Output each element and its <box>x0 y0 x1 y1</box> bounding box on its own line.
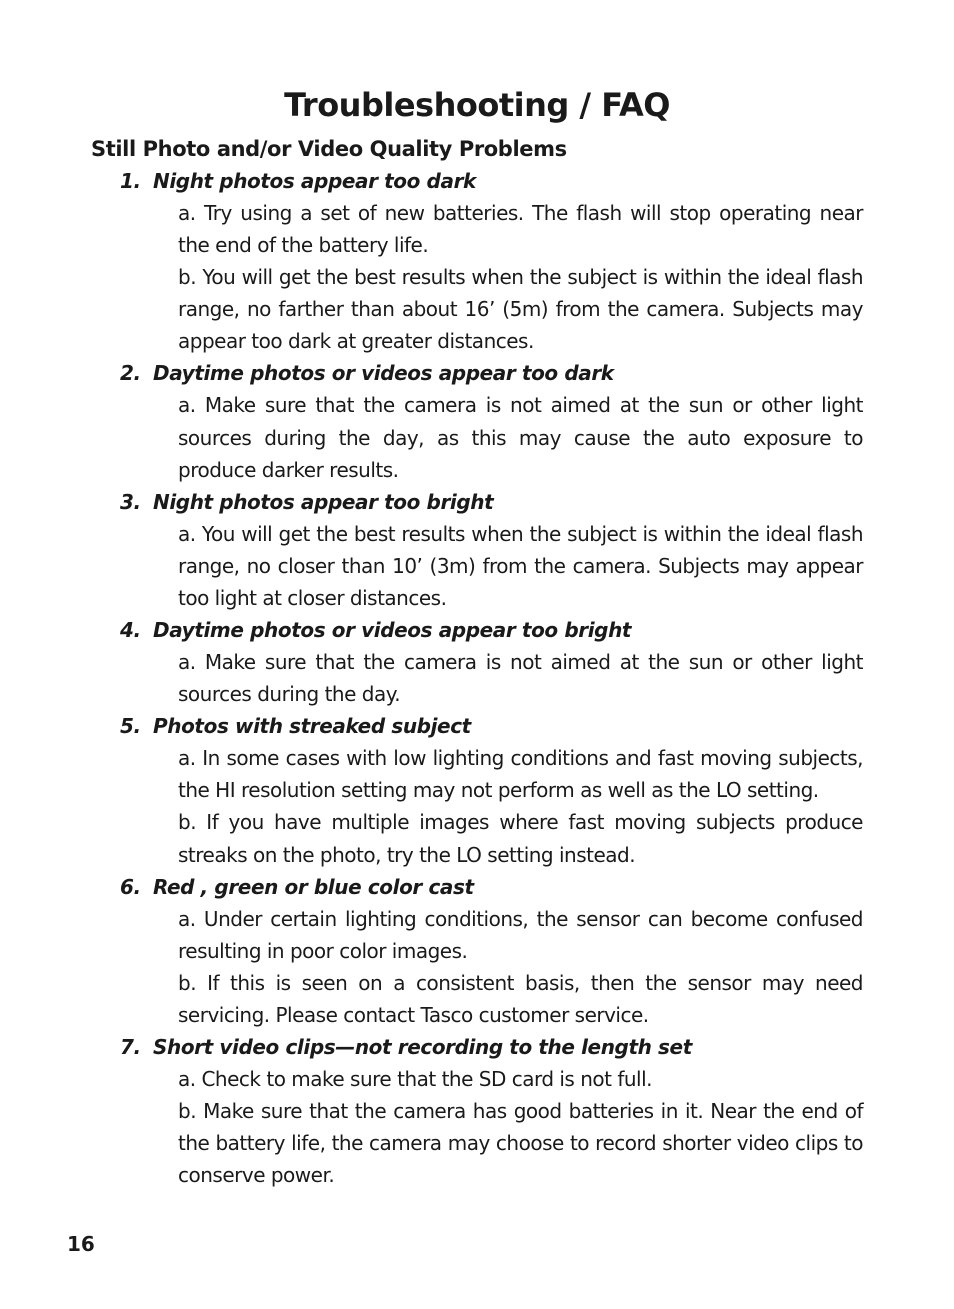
faq-question <box>0 1031 954 1063</box>
faq-item <box>0 614 954 710</box>
faq-question <box>0 165 954 197</box>
faq-answer: a. Make sure that the camera is not aimed at the sun or other light sources during the day, as this may cause the auto exposure to produce darker results. <box>178 393 863 482</box>
faq-item <box>0 357 954 485</box>
faq-list <box>0 165 954 1191</box>
question-text: Night photos appear too dark <box>153 169 476 193</box>
page-title: Troubleshooting / FAQ <box>284 86 670 124</box>
faq-answer: a. Under certain lighting conditions, the sensor can become confused resulting in poor color images. <box>178 906 863 963</box>
question-text: Photos with streaked subject <box>153 714 471 739</box>
faq-item <box>0 710 954 870</box>
question-text: Red , green or blue color cast <box>153 874 474 899</box>
question-number: 6. <box>120 874 141 899</box>
faq-question <box>0 357 954 389</box>
question-number: 3. <box>120 489 141 514</box>
faq-answer: b. If this is seen on a consistent basis, then the sensor may need servicing. Please contact Tasco customer service. <box>178 970 863 1027</box>
faq-item <box>0 486 954 614</box>
section-heading: Still Photo and/or Video Quality Problems <box>91 137 567 161</box>
faq-answer: a. Try using a set of new batteries. The flash will stop operating near the end of the battery life. <box>178 201 863 258</box>
question-number: 2. <box>120 361 141 386</box>
question-number: 5. <box>120 714 141 739</box>
faq-question <box>0 486 954 518</box>
faq-answer: a. In some cases with low lighting conditions and fast moving subjects, the HI resolution setting may not perform as well as the LO setting. <box>178 746 863 803</box>
faq-answer: a. Check to make sure that the SD card is not full. <box>178 1066 653 1091</box>
faq-answer: b. You will get the best results when the subject is within the ideal flash range, no farther than about 16’ (5m) from the camera. Subjects may appear too dark at greater distances. <box>178 265 863 354</box>
question-number: 1. <box>120 169 141 193</box>
faq-question <box>0 614 954 646</box>
faq-question <box>0 871 954 903</box>
faq-answer: a. You will get the best results when the subject is within the ideal flash range, no closer than 10’ (3m) from the camera. Subjects may appear too light at closer distances. <box>178 521 863 610</box>
question-text: Daytime photos or videos appear too bright <box>153 618 632 643</box>
question-text: Short video clips—not recording to the length set <box>153 1034 692 1059</box>
faq-answer: b. Make sure that the camera has good batteries in it. Near the end of the battery life, the camera may choose to record shorter video clips to conserve power. <box>178 1099 863 1188</box>
faq-item <box>0 1031 954 1191</box>
page-number: 16 <box>67 1232 95 1256</box>
question-text: Daytime photos or videos appear too dark <box>153 361 614 386</box>
question-number: 4. <box>120 618 141 643</box>
faq-item <box>0 871 954 1031</box>
faq-answer: b. If you have multiple images where fast moving subjects produce streaks on the photo, try the LO setting instead. <box>178 810 863 867</box>
question-text: Night photos appear too bright <box>153 489 494 514</box>
faq-item <box>0 165 954 357</box>
faq-answer: a. Make sure that the camera is not aimed at the sun or other light sources during the day. <box>178 650 863 707</box>
question-number: 7. <box>120 1034 141 1059</box>
faq-question <box>0 710 954 742</box>
